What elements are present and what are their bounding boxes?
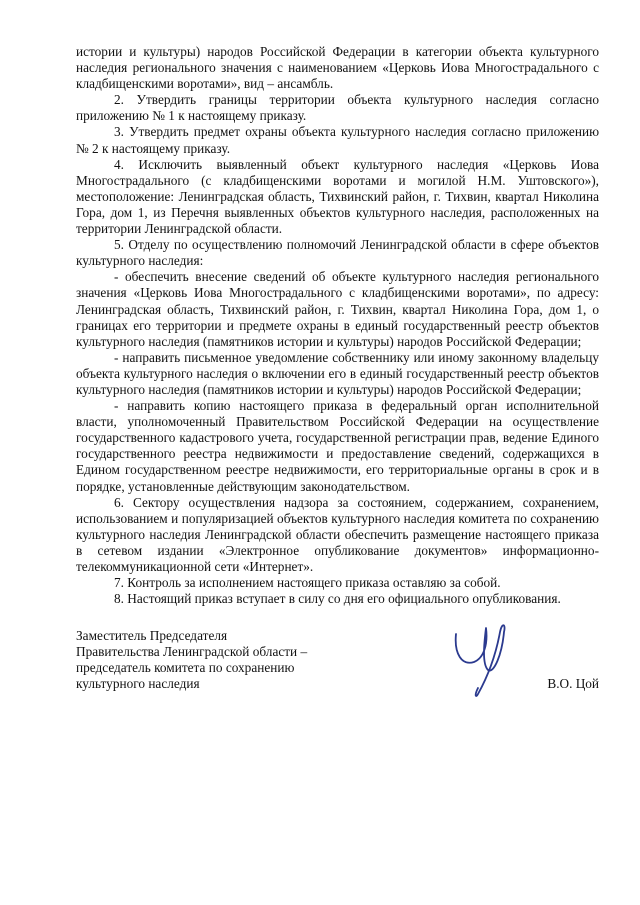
paragraph-item-8: 8. Настоящий приказ вступает в силу со дня его официального опубликования. <box>114 591 561 607</box>
paragraph-item-2: 2. Утвердить границы территории объекта культурного наследия согласно приложению № 1 к настоящему приказу. <box>76 92 599 124</box>
paragraph-item-6: 6. Сектору осуществления надзора за состоянием, содержанием, сохранением, использованием и популяризацией объектов культурного наследия комитета по сохранению культурного наследия Ленинградской области обеспечить размещение настоящего приказа в сетевом издании «Электронное опубликование документов» информационно-телекоммуникационной сети «Интернет». <box>76 494 599 574</box>
paragraph-item-3: 3. Утвердить предмет охраны объекта культурного наследия согласно приложению № 2 к настоящему приказу. <box>76 124 599 156</box>
handwritten-signature <box>448 614 518 700</box>
paragraph-continuation: истории и культуры) народов Российской Федерации в категории объекта культурного наследия регионального значения с наименованием «Церковь Иова Многострадального с кладбищенскими воротами», вид – ансамбль. <box>76 44 599 92</box>
paragraph-item-4: 4. Исключить выявленный объект культурного наследия «Церковь Иова Многострадального (с кладбищенскими воротами и могилой Н.М. Уштовского»), местоположение: Ленинградская область, Тихвинский район, г. Тихвин, квартал Николина Гора, дом 1, из Перечня выявленных объектов культурного наследия, расположенных на территории Ленинградской области. <box>76 156 599 237</box>
signature-stroke <box>456 625 505 696</box>
signer-name: В.О. Цой <box>547 676 599 691</box>
signature-block <box>76 628 599 708</box>
paragraph-item-7: 7. Контроль за исполнением настоящего приказа оставляю за собой. <box>114 575 501 591</box>
paragraph-item-5-bullet-3: - направить копию настоящего приказа в федеральный орган исполнительной власти, уполномоченный Правительством Российской Федерации на осуществление государственного кадастрового учета, государственной регистрации прав, ведение Единого государственного реестра недвижимости и предоставление сведений, содержащихся в Едином государственном реестре недвижимости, его территориальные органы в срок и в порядке, установленные действующим законодательством. <box>76 398 599 494</box>
document-body <box>76 44 599 607</box>
paragraph-item-5-bullet-1: - обеспечить внесение сведений об объекте культурного наследия регионального значения «Церковь Иова Многострадального с кладбищенскими воротами», по адресу: Ленинградская область, Тихвинский район, г. Тихвин, квартал Николина Гора, дом 1, о границах его территории и предмете охраны в единый государственный реестр объектов культурного наследия (памятников истории и культуры) народов Российской Федерации; <box>76 269 599 349</box>
paragraph-item-5: 5. Отделу по осуществлению полномочий Ленинградской области в сфере объектов культурного наследия: <box>76 237 599 269</box>
paragraph-item-5-bullet-2: - направить письменное уведомление собственнику или иному законному владельцу объекта культурного наследия о включении его в единый государственный реестр объектов культурного наследия (памятников истории и культуры) народов Российской Федерации; <box>76 349 599 397</box>
signer-title: Заместитель Председателя Правительства Ленинградской области – председатель комитета по сохранению культурного наследия <box>76 628 308 691</box>
